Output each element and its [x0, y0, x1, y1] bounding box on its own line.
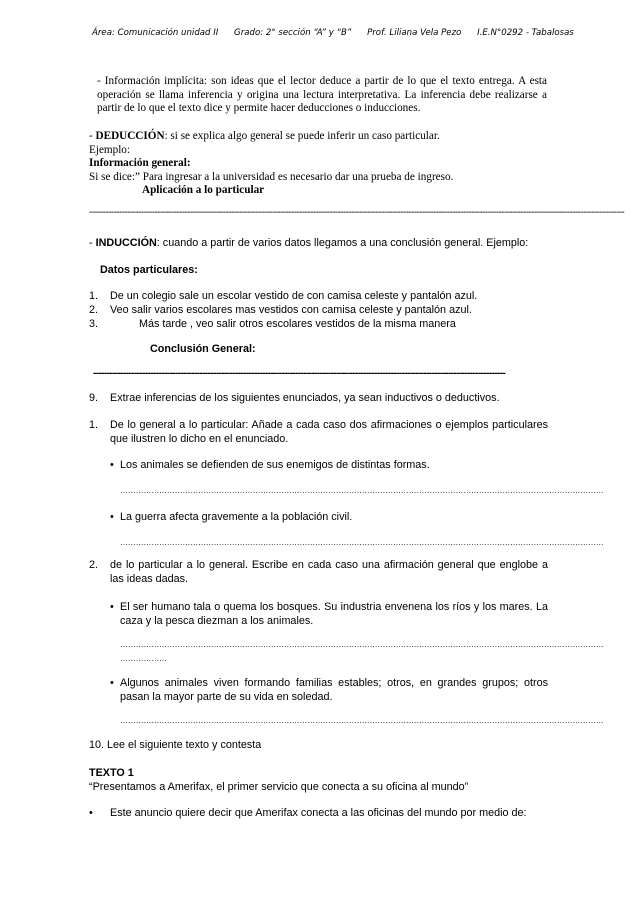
particular-data-label: Datos particulares:: [100, 264, 198, 276]
bullet-icon: •: [110, 677, 114, 689]
bullet-icon: •: [110, 601, 114, 613]
header-school: I.E.N°0292 - Tabalosas: [477, 28, 574, 38]
general-info-label: Información general:: [89, 157, 191, 170]
list-item: 3. Más tarde , veo salir otros escolares vestidos de la misma manera: [89, 318, 456, 330]
part2-instruction: de lo particular a lo general. Escribe en cada caso una afirmación general que englobe a las ideas dadas.: [110, 559, 548, 585]
answer-line[interactable]: ……………………………………………………………………………………………………………………………………………………………………: [120, 538, 604, 547]
bullet-icon: •: [110, 459, 114, 471]
separator-line-bold: -------------------------------------------------------------------------------------------------------------------------------------------------------: [93, 368, 506, 379]
application-label: Aplicación a lo particular: [142, 184, 265, 197]
list-item: 1. De un colegio sale un escolar vestido de con camisa celeste y pantalón azul.: [89, 290, 478, 302]
bullet-icon: •: [89, 807, 93, 819]
answer-line[interactable]: ……………………………………………………………………………………………………………………………………………………………………: [120, 716, 604, 725]
exercise-9: 9. Extrae inferencias de los siguientes enunciados, ya sean inductivos o deductivos.: [89, 392, 500, 404]
induccion-term: INDUCCIÓN: [95, 237, 157, 249]
answer-line[interactable]: ……………………………………………………………………………………………………………………………………………………………………: [120, 640, 604, 649]
part1-instruction: De lo general a lo particular: Añade a cada caso dos afirmaciones o ejemplos particulares que ilustren lo dicho en el enunciado.: [110, 419, 548, 445]
answer-line-short[interactable]: ………………: [120, 654, 167, 663]
part2-number: 2.: [89, 559, 99, 571]
texto1-quote: “Presentamos a Amerifax, el primer servicio que conecta a su oficina al mundo”: [89, 781, 469, 793]
exercise-10: 10. Lee el siguiente texto y contesta: [89, 739, 262, 751]
separator-line: ----------------------------------------------------------------------------------------------------------------------------------------------------------------------------------------------------: [89, 207, 625, 218]
list-item: 2. Veo salir varios escolares mas vestidos con camisa celeste y pantalón azul.: [89, 304, 472, 316]
implicit-info-paragraph: - Información implícita: son ideas que el lector deduce a partir de lo que el texto entrega. A esta operación se llama inferencia y origina una lectura interpretativa. La inferencia debe realizarse a partir de lo que el texto dice y permite hacer deducciones o inducciones.: [97, 75, 547, 115]
header-grade: Grado: 2° sección “A” y “B”: [234, 28, 352, 38]
header-area: Área: Comunicación unidad II: [92, 28, 219, 38]
example-label: Ejemplo:: [89, 143, 131, 156]
page-header: [92, 28, 587, 38]
bullet-icon: •: [110, 511, 114, 523]
header-teacher: Prof. Liliana Vela Pezo: [367, 28, 462, 38]
deduccion-section: [89, 130, 559, 198]
general-info-text: Si se dice:” Para ingresar a la universidad es necesario dar una prueba de ingreso.: [89, 170, 454, 183]
deduccion-term: DEDUCCIÓN: [95, 130, 165, 142]
answer-line[interactable]: ……………………………………………………………………………………………………………………………………………………………………: [120, 486, 604, 495]
induccion-definition: - INDUCCIÓN: cuando a partir de varios datos llegamos a una conclusión general. Ejemplo:: [89, 237, 529, 249]
deduccion-definition: - DEDUCCIÓN: si se explica algo general se puede inferir un caso particular.: [89, 130, 440, 142]
conclusion-label: Conclusión General:: [150, 343, 256, 355]
part1-number: 1.: [89, 419, 99, 431]
texto1-title: TEXTO 1: [89, 767, 134, 779]
